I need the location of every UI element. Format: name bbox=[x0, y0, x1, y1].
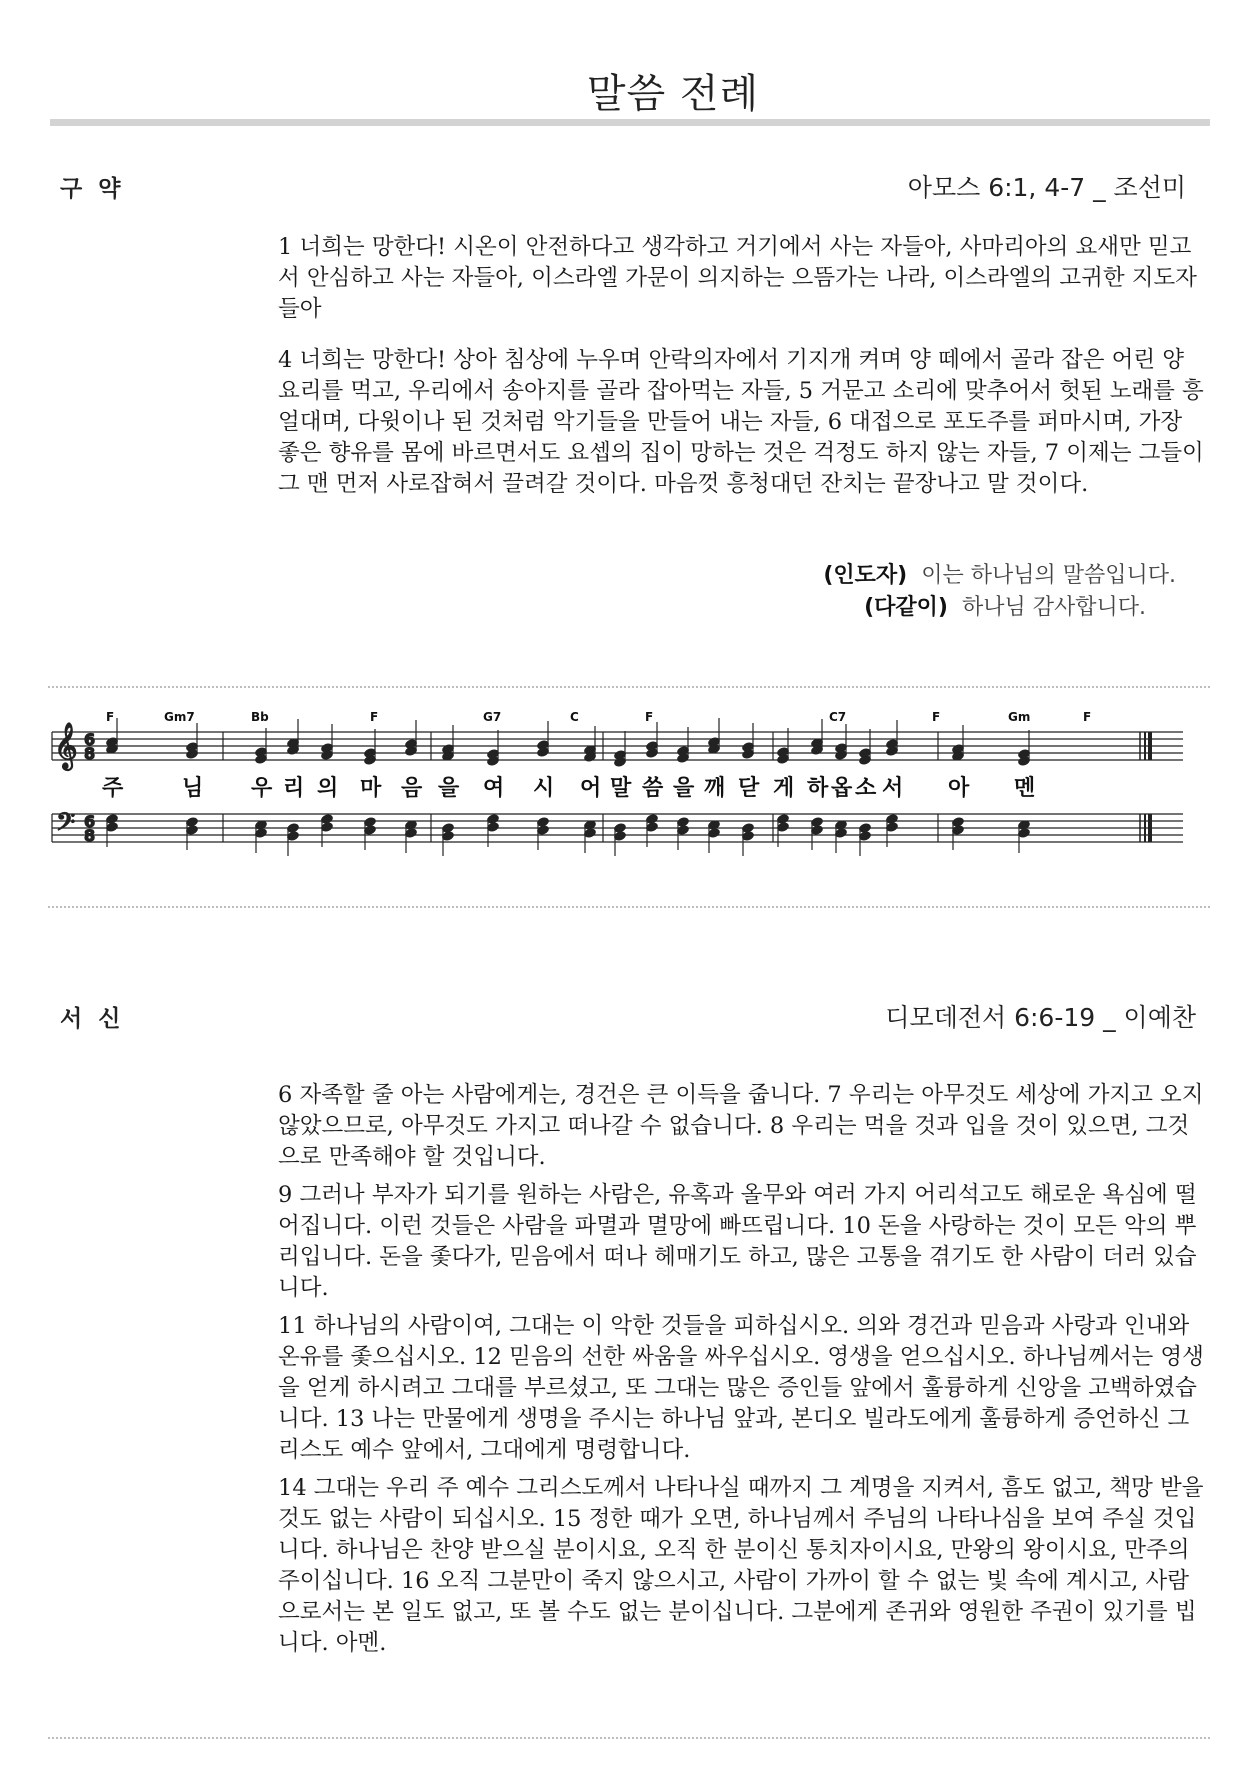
all-label: (다같이) bbox=[864, 595, 948, 620]
first-reading-reference: 아모스 6:1, 4-7 _ 조선미 bbox=[907, 173, 1186, 202]
chord-symbol: G7 bbox=[483, 710, 502, 724]
leader-label: (인도자) bbox=[823, 563, 908, 588]
epistle-paragraph-1: 6 자족할 줄 아는 사람에게는, 경건은 큰 이득을 줍니다. 7 우리는 아무것도 세상에 가지고 오지 않았으므로, 아무것도 가지고 떠나갈 수 없습니다. 8 우리는 먹을 것과 입을 것이 있으면, 그것으로 만족해야 할 것입니다. bbox=[278, 1082, 1204, 1170]
page-title: 말씀 전례 bbox=[586, 71, 760, 117]
svg-text:6: 6 bbox=[84, 730, 96, 749]
lyric-syllable: 말 bbox=[610, 776, 632, 801]
svg-text:6: 6 bbox=[84, 812, 96, 831]
epistle-label: 서 신 bbox=[60, 1006, 125, 1032]
chord-symbol: C7 bbox=[829, 710, 847, 724]
lyric-syllable: 닫 bbox=[738, 776, 760, 801]
lyric-syllable: 의 bbox=[317, 776, 339, 801]
svg-text:8: 8 bbox=[84, 744, 96, 763]
svg-text:8: 8 bbox=[84, 826, 96, 845]
chord-symbol: F bbox=[645, 710, 654, 724]
chord-symbol: F bbox=[370, 710, 379, 724]
lyric-syllable: 깨 bbox=[704, 776, 726, 801]
title-divider bbox=[50, 119, 1210, 126]
divider-dotted bbox=[48, 686, 1210, 688]
lyric-syllable: 어 bbox=[580, 776, 602, 801]
epistle-paragraph-2: 9 그러나 부자가 되기를 원하는 사람은, 유혹과 올무와 여러 가지 어리석고도 해로운 욕심에 떨어집니다. 이런 것들은 사람을 파멸과 멸망에 빠뜨립니다. 10 돈을 사랑하는 것이 모든 악의 뿌리입니다. 돈을 좇다가, 믿음에서 떠나 헤매기도 하고, 많은 고통을 겪기도 한 사람이 더러 있습니다. bbox=[278, 1182, 1197, 1301]
chord-symbol: F bbox=[106, 710, 115, 724]
bass-clef-icon: 𝄢 bbox=[56, 808, 76, 843]
divider-dotted bbox=[48, 1737, 1210, 1739]
response-all bbox=[864, 592, 1146, 623]
chord-symbol: C bbox=[570, 710, 579, 724]
leader-text: 이는 하나님의 말씀입니다. bbox=[921, 563, 1176, 588]
lyric-syllable: 씀 bbox=[642, 776, 664, 801]
response-leader bbox=[823, 560, 1176, 591]
all-text: 하나님 감사합니다. bbox=[961, 595, 1146, 620]
first-reading-paragraph-1: 1 너희는 망한다! 시온이 안전하다고 생각하고 거기에서 사는 자들아, 사마리아의 요새만 믿고서 안심하고 사는 자들아, 이스라엘 가문이 의지하는 으뜸가는 나라, 이스라엘의 고귀한 지도자들아 bbox=[278, 234, 1197, 322]
chord-symbol: F bbox=[1083, 710, 1092, 724]
lyric-syllable: 마 bbox=[360, 776, 382, 801]
epistle-paragraph-3: 11 하나님의 사람이여, 그대는 이 악한 것들을 피하십시오. 의와 경건과 믿음과 사랑과 인내와 온유를 좇으십시오. 12 믿음의 선한 싸움을 싸우십시오. 영생을 얻으십시오. 하나님께서는 영생을 얻게 하시려고 그대를 부르셨고, 또 그대는 많은 증인들 앞에서 훌륭하게 신앙을 고백하였습니다. 13 나는 만물에게 생명을 주시는 하나님 앞과, 본디오 빌라도에게 훌륭하게 증언하신 그리스도 예수 앞에서, 그대에게 명령합니다. bbox=[278, 1313, 1204, 1463]
lyric-syllable: 주 bbox=[102, 776, 124, 801]
chord-symbol: Gm bbox=[1008, 710, 1031, 724]
first-reading-label: 구 약 bbox=[60, 176, 125, 202]
chord-symbol: Bb bbox=[251, 710, 269, 724]
lyric-syllable: 소 bbox=[855, 776, 877, 801]
lyric-syllable: 리 bbox=[283, 776, 305, 801]
epistle-reference: 디모데전서 6:6-19 _ 이예찬 bbox=[885, 1003, 1196, 1032]
lyric-syllable: 아 bbox=[948, 776, 970, 801]
lyric-syllable: 을 bbox=[438, 776, 460, 801]
lyric-syllable: 우 bbox=[251, 776, 273, 801]
lyric-syllable: 님 bbox=[182, 776, 204, 801]
lyric-syllable: 옵 bbox=[831, 776, 853, 801]
lyric-syllable: 서 bbox=[882, 776, 904, 801]
first-reading-paragraph-2: 4 너희는 망한다! 상아 침상에 누우며 안락의자에서 기지개 켜며 양 떼에서 골라 잡은 어린 양 요리를 먹고, 우리에서 송아지를 골라 잡아먹는 자들, 5 거문고 소리에 맞추어서 헛된 노래를 흥얼대며, 다윗이나 된 것처럼 악기들을 만들어 내는 자들, 6 대접으로 포도주를 퍼마시며, 가장 좋은 향유를 몸에 바르면서도 요셉의 집이 망하는 것은 걱정도 하지 않는 자들, 7 이제는 그들이 그 맨 먼저 사로잡혀서 끌려갈 것이다. 마음껏 흥청대던 잔치는 끝장나고 말 것이다. bbox=[278, 347, 1204, 497]
lyric-syllable: 음 bbox=[401, 776, 423, 801]
chord-symbol: F bbox=[932, 710, 941, 724]
lyric-syllable: 멘 bbox=[1014, 776, 1036, 801]
epistle-paragraph-4: 14 그대는 우리 주 예수 그리스도께서 나타나실 때까지 그 계명을 지켜서, 흠도 없고, 책망 받을 것도 없는 사람이 되십시오. 15 정한 때가 오면, 하나님께서 주님의 나타나심을 보여 주실 것입니다. 하나님은 찬양 받으실 분이시요, 오직 한 분이신 통치자이시요, 만왕의 왕이시요, 만주의 주이십니다. 16 오직 그분만이 죽지 않으시고, 사람이 가까이 할 수 없는 빛 속에 계시고, 사람으로서는 본 일도 없고, 또 볼 수도 없는 분이십니다. 그분에게 존귀와 영원한 주권이 있기를 빕니다. 아멘. bbox=[278, 1475, 1204, 1656]
treble-clef-icon: 𝄞 bbox=[54, 723, 78, 769]
lyric-syllable: 하 bbox=[807, 776, 829, 801]
lyric-syllable: 여 bbox=[483, 776, 505, 801]
lyric-syllable: 게 bbox=[773, 776, 795, 801]
music-score bbox=[48, 707, 1210, 877]
lyric-syllable: 시 bbox=[533, 776, 555, 801]
divider-dotted bbox=[48, 906, 1210, 908]
chord-symbol: Gm7 bbox=[164, 710, 195, 724]
lyric-syllable: 을 bbox=[673, 776, 695, 801]
